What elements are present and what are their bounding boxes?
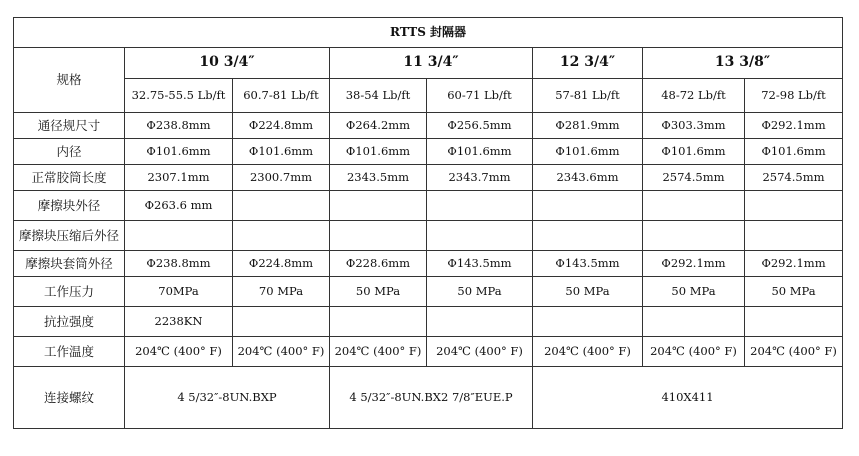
data-cell: 204℃ (400° F): [643, 337, 745, 367]
data-cell: 204℃ (400° F): [125, 337, 233, 367]
data-cell: [643, 221, 745, 251]
data-cell: Φ238.8mm: [125, 251, 233, 277]
data-cell: Φ281.9mm: [533, 113, 643, 139]
data-cell: 50 MPa: [330, 277, 427, 307]
rtts-packer-spec-table: [13, 17, 843, 429]
weight-cell: 48-72 Lb/ft: [643, 79, 745, 113]
data-cell: 2300.7mm: [233, 165, 330, 191]
thread-cell: 4 5/32″-8UN.BXP: [125, 367, 330, 429]
data-cell: [233, 307, 330, 337]
row-label: 正常胶筒长度: [14, 165, 125, 191]
table-row: [14, 337, 843, 367]
data-cell: Φ292.1mm: [643, 251, 745, 277]
data-cell: 2238KN: [125, 307, 233, 337]
data-cell: Φ264.2mm: [330, 113, 427, 139]
data-cell: Φ101.6mm: [427, 139, 533, 165]
data-cell: 2307.1mm: [125, 165, 233, 191]
data-cell: [427, 221, 533, 251]
data-cell: Φ256.5mm: [427, 113, 533, 139]
data-cell: Φ101.6mm: [233, 139, 330, 165]
data-cell: Φ101.6mm: [330, 139, 427, 165]
data-cell: 50 MPa: [643, 277, 745, 307]
row-label: 通径规尺寸: [14, 113, 125, 139]
data-cell: [233, 191, 330, 221]
data-cell: 70MPa: [125, 277, 233, 307]
data-cell: [643, 191, 745, 221]
data-cell: 204℃ (400° F): [427, 337, 533, 367]
data-cell: [533, 191, 643, 221]
data-cell: 2574.5mm: [745, 165, 843, 191]
data-cell: [233, 221, 330, 251]
table-row: [14, 165, 843, 191]
thread-cell: 410X411: [533, 367, 843, 429]
thread-cell: 4 5/32″-8UN.BX2 7/8″EUE.P: [330, 367, 533, 429]
size-header-row: [14, 48, 843, 79]
data-cell: Φ228.6mm: [330, 251, 427, 277]
row-label: 摩擦块外径: [14, 191, 125, 221]
spec-table-container: [13, 17, 842, 429]
data-cell: [745, 307, 843, 337]
data-cell: [533, 307, 643, 337]
row-label: 连接螺纹: [14, 367, 125, 429]
data-cell: Φ143.5mm: [427, 251, 533, 277]
data-cell: [330, 221, 427, 251]
data-cell: 70 MPa: [233, 277, 330, 307]
data-cell: 50 MPa: [427, 277, 533, 307]
data-cell: Φ292.1mm: [745, 251, 843, 277]
row-label: 内径: [14, 139, 125, 165]
row-label: 工作温度: [14, 337, 125, 367]
size-header-4: 13 3/8″: [643, 48, 843, 79]
table-row: [14, 277, 843, 307]
data-cell: Φ101.6mm: [125, 139, 233, 165]
data-cell: [330, 191, 427, 221]
table-row: [14, 221, 843, 251]
size-header-3: 12 3/4″: [533, 48, 643, 79]
table-row: [14, 307, 843, 337]
data-cell: 2343.7mm: [427, 165, 533, 191]
title-row: [14, 18, 843, 48]
weight-cell: 60-71 Lb/ft: [427, 79, 533, 113]
table-row: [14, 139, 843, 165]
thread-row: [14, 367, 843, 429]
weight-header-row: [14, 79, 843, 113]
weight-cell: 72-98 Lb/ft: [745, 79, 843, 113]
table-row: [14, 113, 843, 139]
data-cell: [533, 221, 643, 251]
data-cell: Φ224.8mm: [233, 113, 330, 139]
table-title: RTTS 封隔器: [14, 18, 843, 48]
row-label: 摩擦块套筒外径: [14, 251, 125, 277]
data-cell: [427, 191, 533, 221]
data-cell: [643, 307, 745, 337]
data-cell: [745, 191, 843, 221]
data-cell: [745, 221, 843, 251]
weight-cell: 57-81 Lb/ft: [533, 79, 643, 113]
data-cell: Φ303.3mm: [643, 113, 745, 139]
data-cell: 2343.5mm: [330, 165, 427, 191]
data-cell: Φ101.6mm: [643, 139, 745, 165]
weight-cell: 60.7-81 Lb/ft: [233, 79, 330, 113]
data-cell: [330, 307, 427, 337]
row-label: 抗拉强度: [14, 307, 125, 337]
row-label: 摩擦块压缩后外径: [14, 221, 125, 251]
data-cell: 204℃ (400° F): [233, 337, 330, 367]
size-header-2: 11 3/4″: [330, 48, 533, 79]
data-cell: 204℃ (400° F): [745, 337, 843, 367]
data-cell: [427, 307, 533, 337]
data-cell: 50 MPa: [533, 277, 643, 307]
data-cell: Φ292.1mm: [745, 113, 843, 139]
table-row: [14, 251, 843, 277]
data-cell: 2574.5mm: [643, 165, 745, 191]
size-header-1: 10 3/4″: [125, 48, 330, 79]
data-cell: Φ238.8mm: [125, 113, 233, 139]
row-label: 工作压力: [14, 277, 125, 307]
data-cell: [125, 221, 233, 251]
weight-cell: 38-54 Lb/ft: [330, 79, 427, 113]
weight-cell: 32.75-55.5 Lb/ft: [125, 79, 233, 113]
data-cell: Φ143.5mm: [533, 251, 643, 277]
data-cell: Φ263.6 mm: [125, 191, 233, 221]
data-cell: 204℃ (400° F): [330, 337, 427, 367]
data-cell: Φ101.6mm: [745, 139, 843, 165]
data-cell: Φ224.8mm: [233, 251, 330, 277]
data-cell: 204℃ (400° F): [533, 337, 643, 367]
spec-label: 规格: [14, 48, 125, 113]
table-row: [14, 191, 843, 221]
data-cell: 50 MPa: [745, 277, 843, 307]
data-cell: 2343.6mm: [533, 165, 643, 191]
data-cell: Φ101.6mm: [533, 139, 643, 165]
